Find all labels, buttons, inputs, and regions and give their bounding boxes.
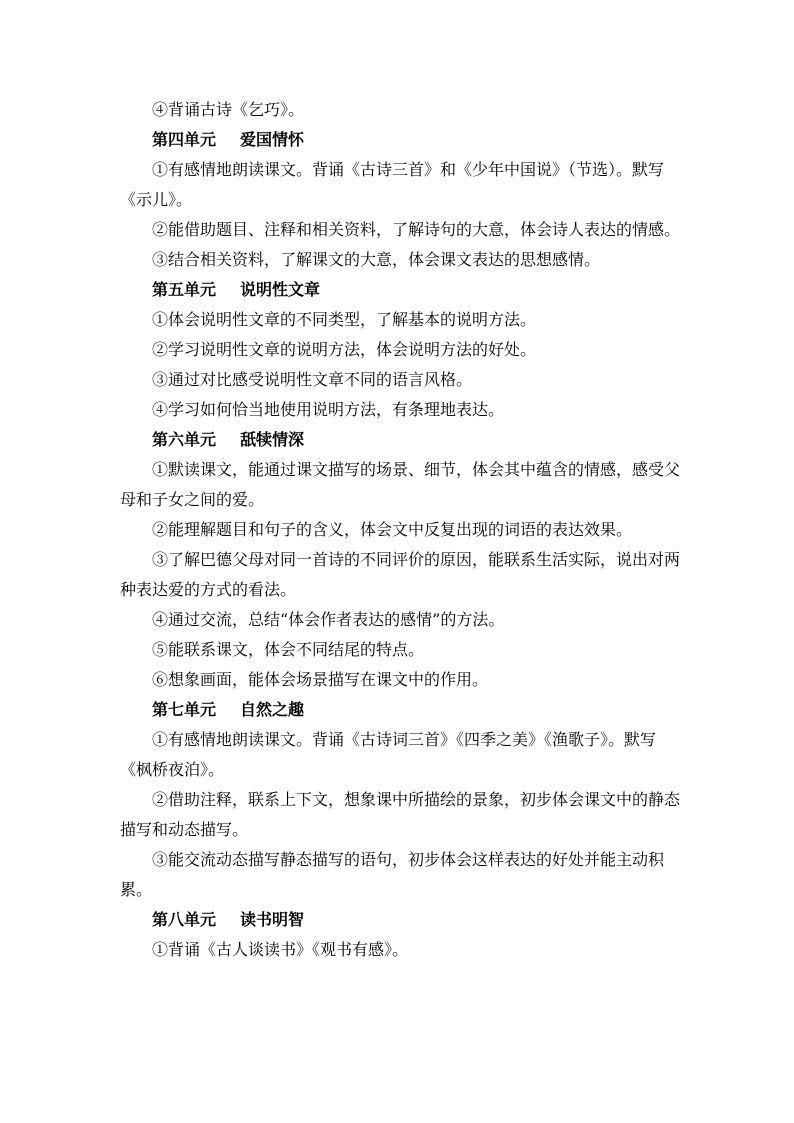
objective-line: ⑥想象画面，能体会场景描写在课文中的作用。 (152, 670, 489, 689)
unit-topic: 说明性文章 (240, 280, 321, 299)
objective-line: ③能交流动态描写静态描写的语句，初步体会这样表达的好处并能主动积累。 (120, 850, 665, 899)
unit-number: 第七单元 (152, 700, 217, 719)
unit-number: 第六单元 (152, 430, 217, 449)
objective-line: ②能理解题目和句子的含义，体会文中反复出现的词语的表达效果。 (152, 520, 633, 539)
document-body (120, 95, 680, 965)
objective-line: ③结合相关资料，了解课文的大意，体会课文表达的思想感情。 (152, 250, 601, 269)
unit-topic: 爱国情怀 (240, 130, 305, 149)
unit-heading (120, 275, 680, 305)
objective-line: ④通过交流，总结“体会作者表达的感情”的方法。 (152, 610, 505, 629)
objective-line: ②能借助题目、注释和相关资料，了解诗句的大意，体会诗人表达的情感。 (152, 220, 681, 239)
unit-heading (120, 425, 680, 455)
unit-number: 第八单元 (152, 910, 217, 929)
objective-line: ③通过对比感受说明性文章不同的语言风格。 (152, 370, 473, 389)
objective-line: ④学习如何恰当地使用说明方法，有条理地表达。 (152, 400, 505, 419)
objective-line: ①背诵《古人谈读书》《观书有感》。 (152, 940, 409, 959)
unit-number: 第四单元 (152, 130, 217, 149)
unit-heading (120, 125, 680, 155)
objective-line: ①默读课文，能通过课文描写的场景、细节，体会其中蕴含的情感，感受父母和子女之间的爱。 (120, 460, 681, 509)
unit-topic: 舐犊情深 (240, 430, 305, 449)
objective-line: ⑤能联系课文，体会不同结尾的特点。 (152, 640, 425, 659)
unit-topic: 自然之趣 (240, 700, 305, 719)
objective-line: ①体会说明性文章的不同类型，了解基本的说明方法。 (152, 310, 537, 329)
unit-number: 第五单元 (152, 280, 217, 299)
objective-line: ①有感情地朗读课文。背诵《古诗三首》和《少年中国说》（节选）。默写《示儿》。 (120, 160, 665, 209)
unit-topic: 读书明智 (240, 910, 305, 929)
objective-line: ④背诵古诗《乞巧》。 (152, 100, 305, 119)
objective-line: ②借助注释，联系上下文，想象课中所描绘的景象，初步体会课文中的静态描写和动态描写。 (120, 790, 681, 839)
objective-line: ③了解巴德父母对同一首诗的不同评价的原因，能联系生活实际，说出对两种表达爱的方式的看法。 (120, 550, 681, 599)
objective-line: ②学习说明性文章的说明方法，体会说明方法的好处。 (152, 340, 537, 359)
unit-heading (120, 695, 680, 725)
unit-heading (120, 905, 680, 935)
objective-line: ①有感情地朗读课文。背诵《古诗词三首》《四季之美》《渔歌子》。默写《枫桥夜泊》。 (120, 730, 657, 779)
